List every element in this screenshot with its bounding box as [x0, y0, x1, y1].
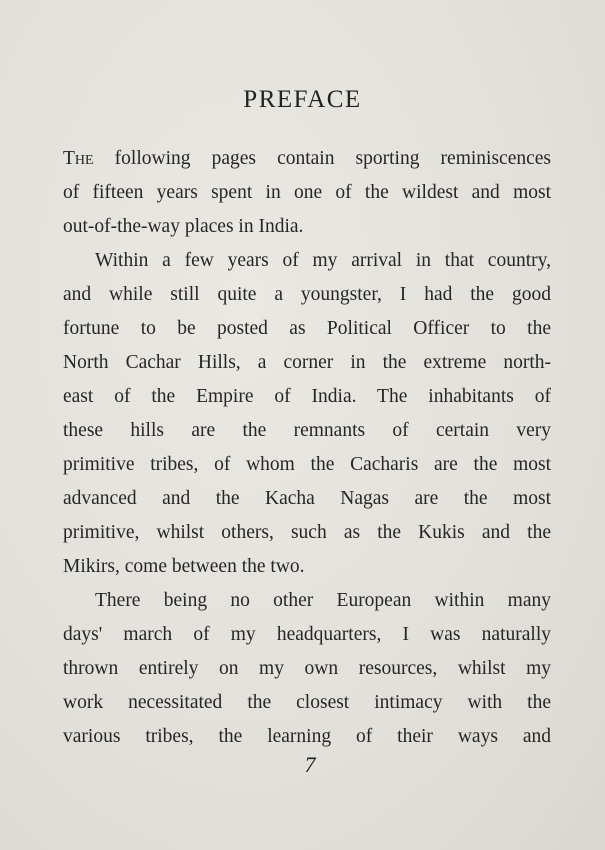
text-line: work necessitated the closest intimacy with the	[63, 692, 551, 713]
text-line: days' march of my headquarters, I was naturally	[63, 624, 551, 645]
text-line	[63, 147, 551, 171]
text-line: primitive tribes, of whom the Cacharis are the most	[63, 454, 551, 475]
text-line: Mikirs, come between the two.	[63, 556, 305, 577]
text-line: these hills are the remnants of certain very	[63, 420, 551, 441]
text-line: fortune to be posted as Political Officer to the	[63, 318, 551, 339]
text-line: primitive, whilst others, such as the Kukis and the	[63, 522, 551, 543]
text-line: There being no other European within many	[95, 590, 551, 611]
text-line: thrown entirely on my own resources, whilst my	[63, 658, 551, 679]
text-line: and while still quite a youngster, I had the good	[63, 284, 551, 305]
text-line: out-of-the-way places in India.	[63, 216, 304, 237]
text-line: various tribes, the learning of their ways and	[63, 726, 551, 747]
text-line: Within a few years of my arrival in that country,	[95, 250, 551, 271]
opening-word: The	[63, 148, 94, 169]
page-title: PREFACE	[243, 86, 362, 113]
text-line: advanced and the Kacha Nagas are the most	[63, 488, 551, 509]
text-line-content: following pages contain sporting reminiscences	[114, 148, 551, 169]
text-line: of fifteen years spent in one of the wildest and most	[63, 182, 551, 203]
text-line: North Cachar Hills, a corner in the extreme north-	[63, 352, 551, 373]
page-number: 7	[304, 752, 316, 777]
text-line: east of the Empire of India. The inhabitants of	[63, 386, 551, 407]
